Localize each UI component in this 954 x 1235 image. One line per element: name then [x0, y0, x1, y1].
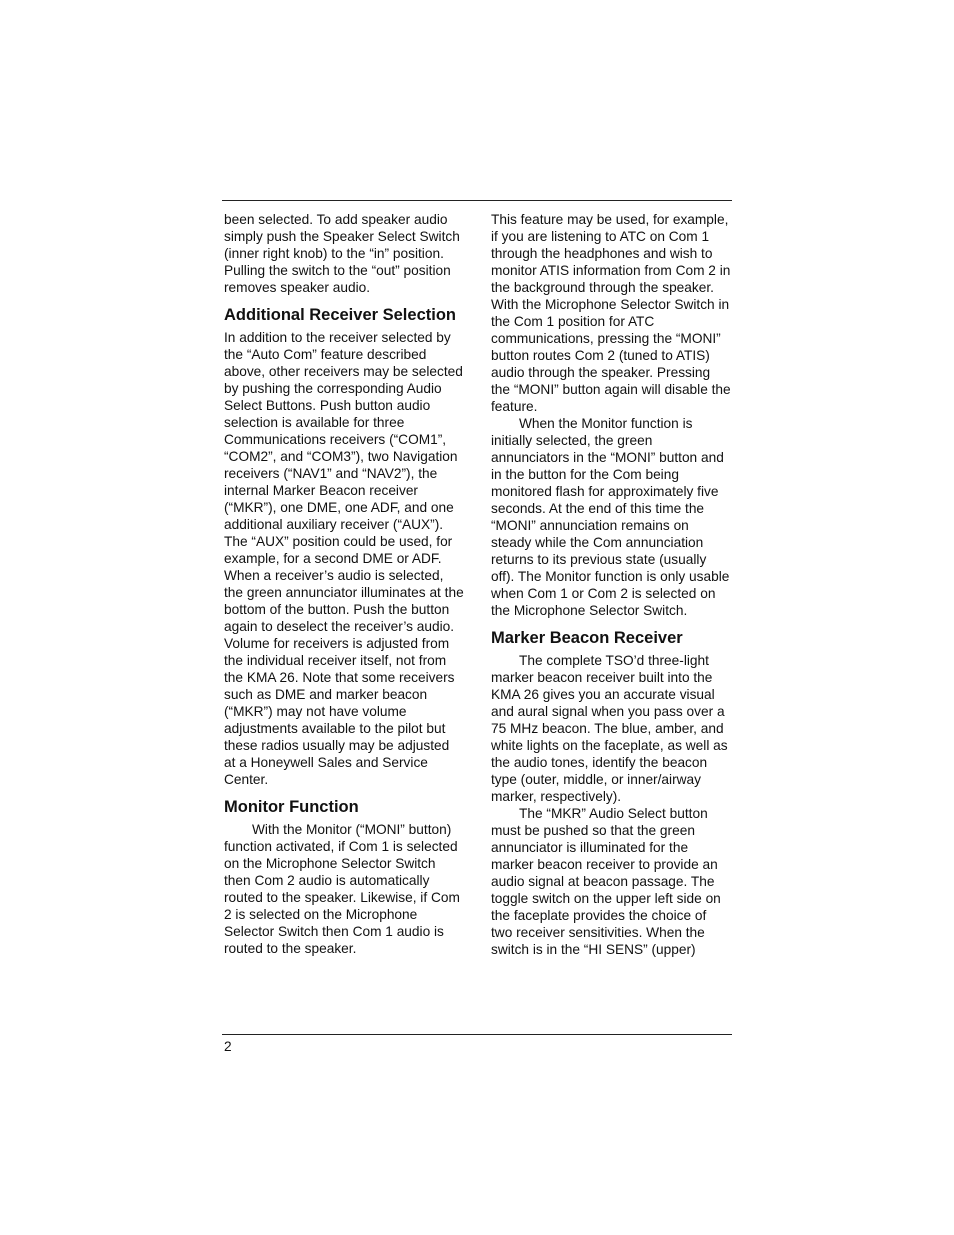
heading-additional-receiver: Additional Receiver Selection [224, 306, 456, 324]
right-column [491, 211, 731, 958]
initial-selection-paragraph: When the Monitor function is initially selected, the green annunciators in the “MONI” button and in the button for the Com being monitored flash for approximately five seconds. At the end of this time the “MONI” annunciation remains on steady while the Com annunciation returns to its previous state (usually off). The Monitor function is only usable when Com 1 or Com 2 is selected on the Microphone Selector Switch. [491, 416, 730, 618]
marker-beacon-paragraph: The complete TSO’d three-light marker beacon receiver built into the KMA 26 gives you an accurate visual and aural signal when you pass over a 75 MHz beacon. The blue, amber, and white lights on the faceplate, as well as the audio tones, identify the beacon type (outer, middle, or inner/airway marker, respectively). [491, 653, 728, 804]
heading-monitor-function: Monitor Function [224, 798, 359, 816]
left-column [224, 211, 464, 957]
additional-receiver-paragraph: In addition to the receiver selected by the “Auto Com” feature described above, other receivers may be selected by pushing the corresponding Audio Select Buttons. Push button audio selection is available for three Communications receivers (“COM1”, “COM2”, and “COM3”), two Navigation receivers (“NAV1” and “NAV2”), the internal Marker Beacon receiver (“MKR”), one DME, one ADF, and one additional auxiliary receiver (“AUX”). The “AUX” position could be used, for example, for a second DME or ADF. When a receiver’s audio is selected, the green annunciator illuminates at the bottom of the button. Push the button again to deselect the receiver’s audio. Volume for receivers is adjusted from the individual receiver itself, not from the KMA 26. Note that some receivers such as DME and marker beacon (“MKR”) may not have volume adjustments available to the pilot but these radios usually may be adjusted at a Honeywell Sales and Service Center. [224, 330, 464, 787]
monitor-function-paragraph: With the Monitor (“MONI” button) function activated, if Com 1 is selected on the Microphone Selector Switch then Com 2 audio is automatically routed to the speaker. Likewise, if Com 2 is selected on the Microphone Selector Switch then Com 1 audio is routed to the speaker. [224, 822, 460, 956]
heading-marker-beacon: Marker Beacon Receiver [491, 629, 683, 647]
feature-paragraph: This feature may be used, for example, if you are listening to ATC on Com 1 through the headphones and wish to monitor ATIS information from Com 2 in the background through the speaker. With the Microphone Selector Switch in the Com 1 position for ATC communications, pressing the “MONI” button routes Com 2 (tuned to ATIS) audio through the speaker. Pressing the “MONI” button again will disable the feature. [491, 212, 731, 414]
footer-rule [222, 1034, 732, 1035]
mkr-button-paragraph: The “MKR” Audio Select button must be pushed so that the green annunciator is illuminated for the marker beacon receiver to provide an audio signal at beacon passage. The toggle switch on the upper left side on the faceplate provides the choice of two receiver sensitivities. When the switch is in the “HI SENS” (upper) [491, 806, 721, 957]
page-number: 2 [224, 1039, 232, 1054]
intro-paragraph: been selected. To add speaker audio simply push the Speaker Select Switch (inner right knob) to the “in” position. Pulling the switch to the “out” position removes speaker audio. [224, 212, 460, 295]
header-rule [222, 200, 732, 201]
